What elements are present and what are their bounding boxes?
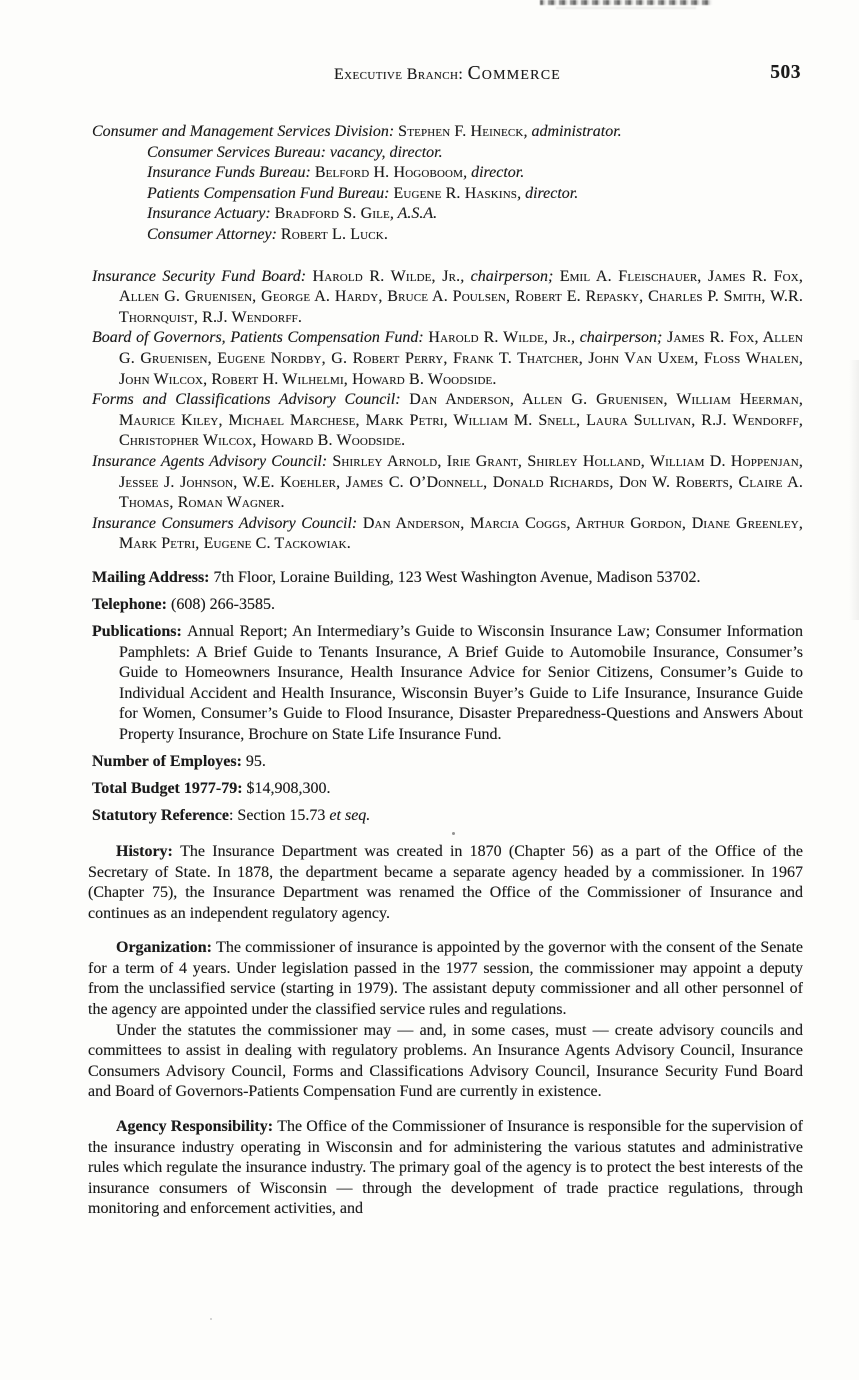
text-segment: Insurance Agents Advisory Council: [92, 452, 333, 470]
text-segment: Emil A. Fleischauer, James R. Fox, Allen G. Gruenisen, George A. Hardy, Bruce A. Poulsen, Robert E. Repasky, Charles P. Smith, W.R. Thornquist, R.J. Wendorff. [119, 267, 803, 326]
text-segment: , director. [463, 164, 525, 182]
text-segment: Number of Employes: [92, 753, 246, 771]
text-segment: , chairperson; [571, 329, 668, 347]
board-entry [92, 514, 803, 555]
text-segment: et seq. [329, 807, 371, 825]
text-segment: , chairperson; [460, 267, 560, 285]
para-organization-2 [88, 1021, 803, 1103]
text-segment: Publications: [92, 623, 188, 641]
text-segment: The commissioner of insurance is appointed by the governor with the consent of the Senate for a term of 4 years. Under legislation passed in the 1977 session, the commissioner may appoint a deputy from the unclassified service (starting in 1979). The assistant deputy commissioner and all other personnel of the agency are appointed under the classified service rules and regulations. [88, 939, 804, 1019]
text-segment: History: [116, 842, 181, 860]
text-segment: Robert L. Luck. [280, 225, 389, 243]
fact-number-of-employes [92, 752, 803, 773]
running-head-section: Executive Branch: [334, 66, 468, 83]
running-head-chapter: Commerce [467, 63, 561, 84]
page-header [92, 64, 803, 88]
scan-artifact-top [540, 0, 712, 5]
text-segment: , A.S.A. [389, 205, 438, 223]
text-segment: Telephone: [92, 595, 171, 613]
agency-facts-block [92, 568, 803, 827]
text-segment: Dan Anderson, Allen G. Gruenisen, William Heerman, Maurice Kiley, Michael Marchese, Mark Petri, William M. Snell, Laura Sullivan, R.J. Wendorff, Christopher Wilcox, Howard B. Woodside. [119, 391, 803, 450]
scan-speck [452, 832, 455, 835]
text-segment: Harold R. Wilde, Jr. [428, 329, 572, 347]
text-segment: The Insurance Department was created in 1870 (Chapter 56) as a part of the Office of the Secretary of State. In 1878, the department became a separate agency headed by a commissioner. In 1967 (Chapter 75), the Insurance Department was renamed the Office of the Commissioner of Insurance and continues as an independent regulatory agency. [88, 842, 804, 922]
text-segment: Under the statutes the commissioner may — and, in some cases, must — create advisory councils and committees to assist in dealing with regulatory problems. An Insurance Agents Advisory Council, Insurance Consumers Advisory Council, Forms and Classifications Advisory Council, Insurance Security Fund Board and Board of Governors-Patients Compensation Fund are currently in existence. [88, 1021, 803, 1101]
para-history [88, 842, 803, 924]
text-segment: 7th Floor, Loraine Building, 123 West Washington Avenue, Madison 53702. [213, 568, 701, 586]
text-segment: James R. Fox, Allen G. Gruenisen, Eugene Nordby, G. Robert Perry, Frank T. Thatcher, John Van Uxem, Floss Whalen, John Wilcox, Robert H. Wilhelmi, Howard B. Woodside. [119, 329, 803, 388]
board-entry [92, 267, 803, 329]
narrative-body-block [88, 842, 804, 1220]
text-segment: Shirley Arnold, Irie Grant, Shirley Holland, William D. Hoppenjan, Jessee J. Johnson, W.E. Koehler, James C. O’Donnell, Donald Richards, Don W. Roberts, Claire A. Thomas, Roman Wagner. [119, 452, 803, 512]
text-segment: $14,908,300. [246, 780, 331, 798]
text-segment: Board of Governors, Patients Compensation Fund: [92, 329, 429, 347]
scan-edge-shade [849, 360, 859, 620]
text-segment: Insurance Consumers Advisory Council: [92, 514, 363, 532]
bureau-line [147, 184, 803, 205]
para-agency-responsibility [88, 1117, 803, 1220]
page-number: 503 [770, 62, 801, 83]
text-segment: Patients Compensation Fund Bureau: [147, 184, 394, 202]
text-segment: Total Budget 1977-79: [92, 780, 247, 798]
text-segment: Consumer Attorney: [147, 225, 281, 243]
text-segment: Stephen F. Heineck [398, 123, 524, 140]
text-segment: Eugene R. Haskins [393, 184, 518, 202]
text-segment: Belford H. Hogoboom [314, 164, 464, 182]
text-segment: Annual Report; An Intermediary’s Guide to Wisconsin Insurance Law; Consumer Information Pamphlets: A Brief Guide to Tenants Insurance, A Brief Guide to Automobile Insurance, Consumer’s Guide to Homeowners Insurance, Health Insurance Advice for Senior Citizens, Consumer’s Guide to Individual Accident and Health Insurance, Wisconsin Buyer’s Guide to Life Insurance, Insurance Guide for Women, Consumer’s Guide to Flood Insurance, Disaster Preparedness-Questions and Answers About Property Insurance, Brochure on State Life Insurance Fund. [119, 623, 804, 744]
text-segment: Bradford S. Gile [274, 205, 390, 223]
bureau-line [147, 204, 803, 225]
fact-total-budget [92, 779, 803, 800]
text-segment: Insurance Actuary: [147, 205, 275, 223]
text-segment: Mailing Address: [92, 568, 214, 586]
scan-artifact-top-echo [556, 7, 696, 9]
text-segment: 95. [245, 753, 266, 771]
fact-statutory-reference [92, 806, 803, 827]
text-segment: , director. [517, 184, 579, 202]
text-segment: Statutory Reference [92, 807, 229, 825]
text-segment: The Office of the Commissioner of Insurance is responsible for the supervision of the insurance industry operating in Wisconsin and for administering the various statutes and administrative rules which regulate the insurance industry. The primary goal of the agency is to protect the best interests of the insurance consumers of Wisconsin — through the development of trade practice regulations, through monitoring and enforcement activities, and [88, 1118, 803, 1218]
fact-telephone [92, 595, 803, 616]
text-segment: , administrator. [523, 123, 622, 140]
board-entry [92, 390, 803, 452]
boards-and-councils-block [92, 267, 803, 555]
bureau-line [147, 143, 803, 164]
scan-speck [210, 1318, 212, 1320]
text-segment: Organization: [116, 939, 217, 957]
division-staff-block [92, 122, 803, 246]
para-organization [88, 938, 803, 1020]
fact-mailing-address [92, 568, 803, 589]
bureau-line [147, 225, 803, 246]
text-segment: Harold R. Wilde, Jr. [312, 267, 461, 285]
board-entry [92, 328, 803, 390]
text-segment: Consumer Services Bureau: vacancy, director. [147, 143, 443, 161]
text-segment: : Section 15.73 [228, 807, 330, 825]
text-segment: Insurance Security Fund Board: [92, 267, 313, 285]
board-entry [92, 452, 803, 514]
text-segment: Dan Anderson, Marcia Coggs, Arthur Gordon, Diane Greenley, Mark Petri, Eugene C. Tackowiak. [119, 514, 803, 553]
text-segment: Forms and Classifications Advisory Council: [92, 391, 410, 409]
text-segment: Agency Responsibility: [116, 1118, 278, 1136]
text-segment: (608) 266-3585. [170, 595, 275, 613]
text-segment: Consumer and Management Services Division: [92, 123, 399, 140]
division-line [92, 122, 803, 143]
bureau-line [147, 163, 803, 184]
fact-publications [92, 622, 803, 746]
text-segment: Insurance Funds Bureau: [147, 164, 315, 182]
